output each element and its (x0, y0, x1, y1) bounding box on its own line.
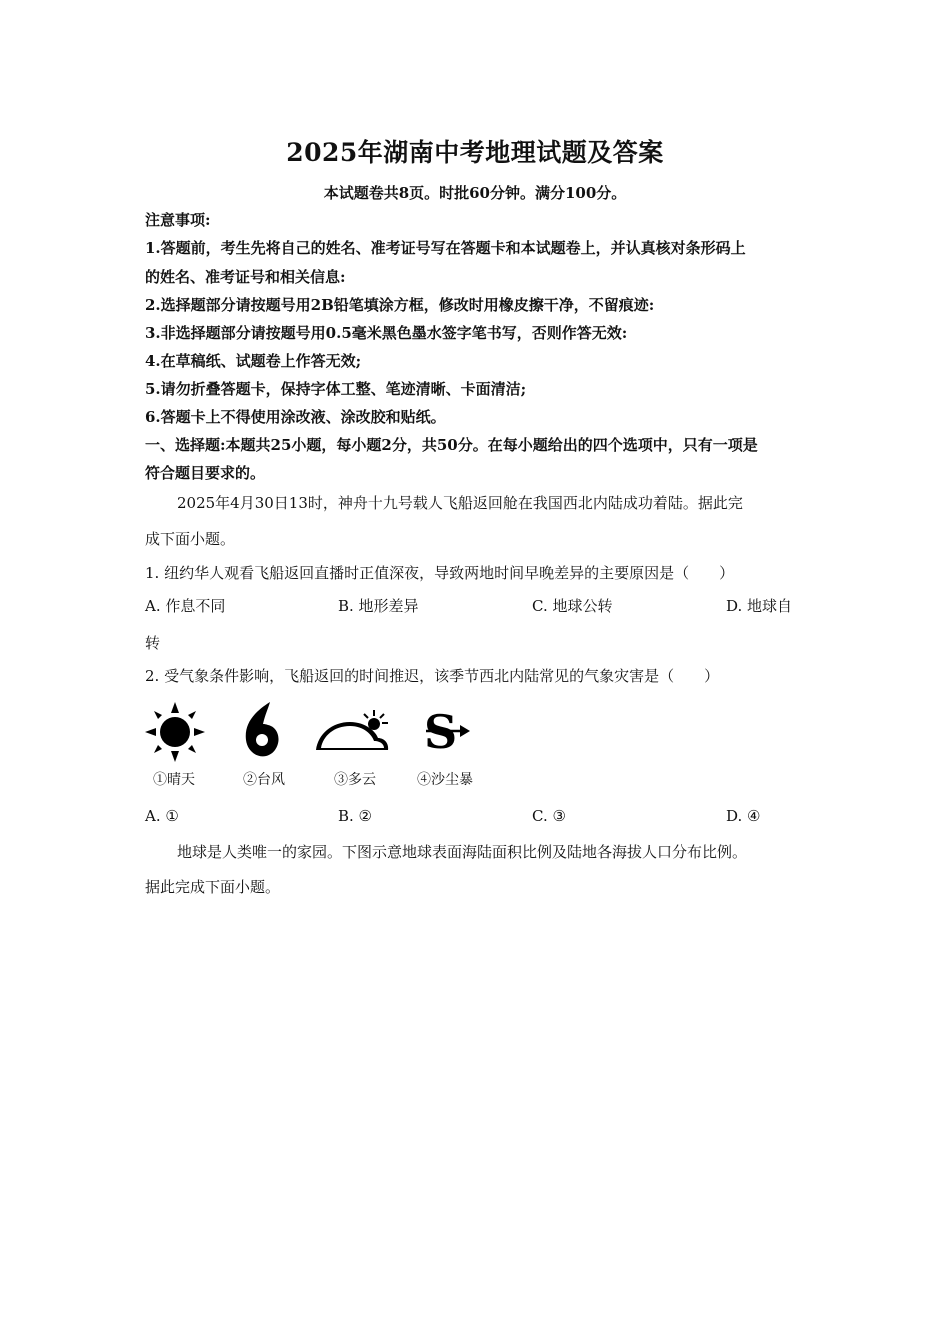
section-instructions-2: 符合题目要求的。 (145, 464, 266, 482)
question-2-stem: 2. 受气象条件影响，飞船返回的时间推迟，该季节西北内陆常见的气象灾害是（ ） (145, 667, 720, 685)
q2-option-c: C. ③ (532, 807, 566, 825)
notes-heading: 注意事项: (145, 211, 211, 229)
note-1a: 1.答题前，考生先将自己的姓名、准考证号写在答题卡和本试题卷上，并认真核对条形码上 (145, 239, 746, 257)
note-5: 5.请勿折叠答题卡，保持字体工整、笔迹清晰、卡面清洁; (145, 380, 527, 398)
q2-option-a: A. ① (145, 807, 179, 825)
passage-2-line-2: 据此完成下面小题。 (145, 878, 281, 896)
q1-option-c: C. 地球公转 (532, 597, 613, 615)
cloudy-icon (314, 708, 394, 754)
q1-option-d-wrap: 转 (145, 634, 161, 652)
page-title: 2025年湖南中考地理试题及答案 (286, 138, 664, 167)
q2-option-d: D. ④ (726, 807, 761, 825)
note-1b: 的姓名、准考证号和相关信息: (145, 268, 346, 286)
q1-option-b: B. 地形差异 (338, 597, 419, 615)
svg-text:S: S (424, 705, 458, 758)
note-3: 3.非选择题部分请按题号用0.5毫米黑色墨水签字笔书写，否则作答无效: (145, 324, 628, 342)
typhoon-icon (240, 700, 284, 766)
caption-sunny: ①晴天 (153, 772, 195, 788)
q2-option-b: B. ② (338, 807, 373, 825)
question-1-stem: 1. 纽约华人观看飞船返回直播时正值深夜，导致两地时间早晚差异的主要原因是（ ） (145, 564, 735, 582)
caption-typhoon: ②台风 (243, 772, 285, 788)
passage-2-line-1: 地球是人类唯一的家园。下图示意地球表面海陆面积比例及陆地各海拔人口分布比例。 (177, 843, 748, 861)
sandstorm-icon (422, 704, 474, 758)
exam-info: 本试题卷共8页。时批60分钟。满分100分。 (323, 184, 627, 202)
section-instructions-1: 一、选择题:本题共25小题，每小题2分，共50分。在每小题给出的四个选项中，只有一项是 (145, 436, 758, 454)
q1-option-a: A. 作息不同 (145, 597, 226, 615)
passage-1-line-2: 成下面小题。 (145, 530, 236, 548)
note-2: 2.选择题部分请按题号用2B铅笔填涂方框，修改时用橡皮擦干净，不留痕迹: (145, 296, 655, 314)
q1-option-d: D. 地球自 (726, 597, 793, 615)
note-4: 4.在草稿纸、试题卷上作答无效; (145, 352, 362, 370)
sun-icon (145, 702, 205, 762)
caption-cloudy: ③多云 (334, 772, 376, 788)
note-6: 6.答题卡上不得使用涂改液、涂改胶和贴纸。 (145, 408, 446, 426)
caption-sandstorm: ④沙尘暴 (417, 772, 473, 788)
passage-1-line-1: 2025年4月30日13时，神舟十九号载人飞船返回舱在我国西北内陆成功着陆。据此完 (177, 494, 743, 512)
